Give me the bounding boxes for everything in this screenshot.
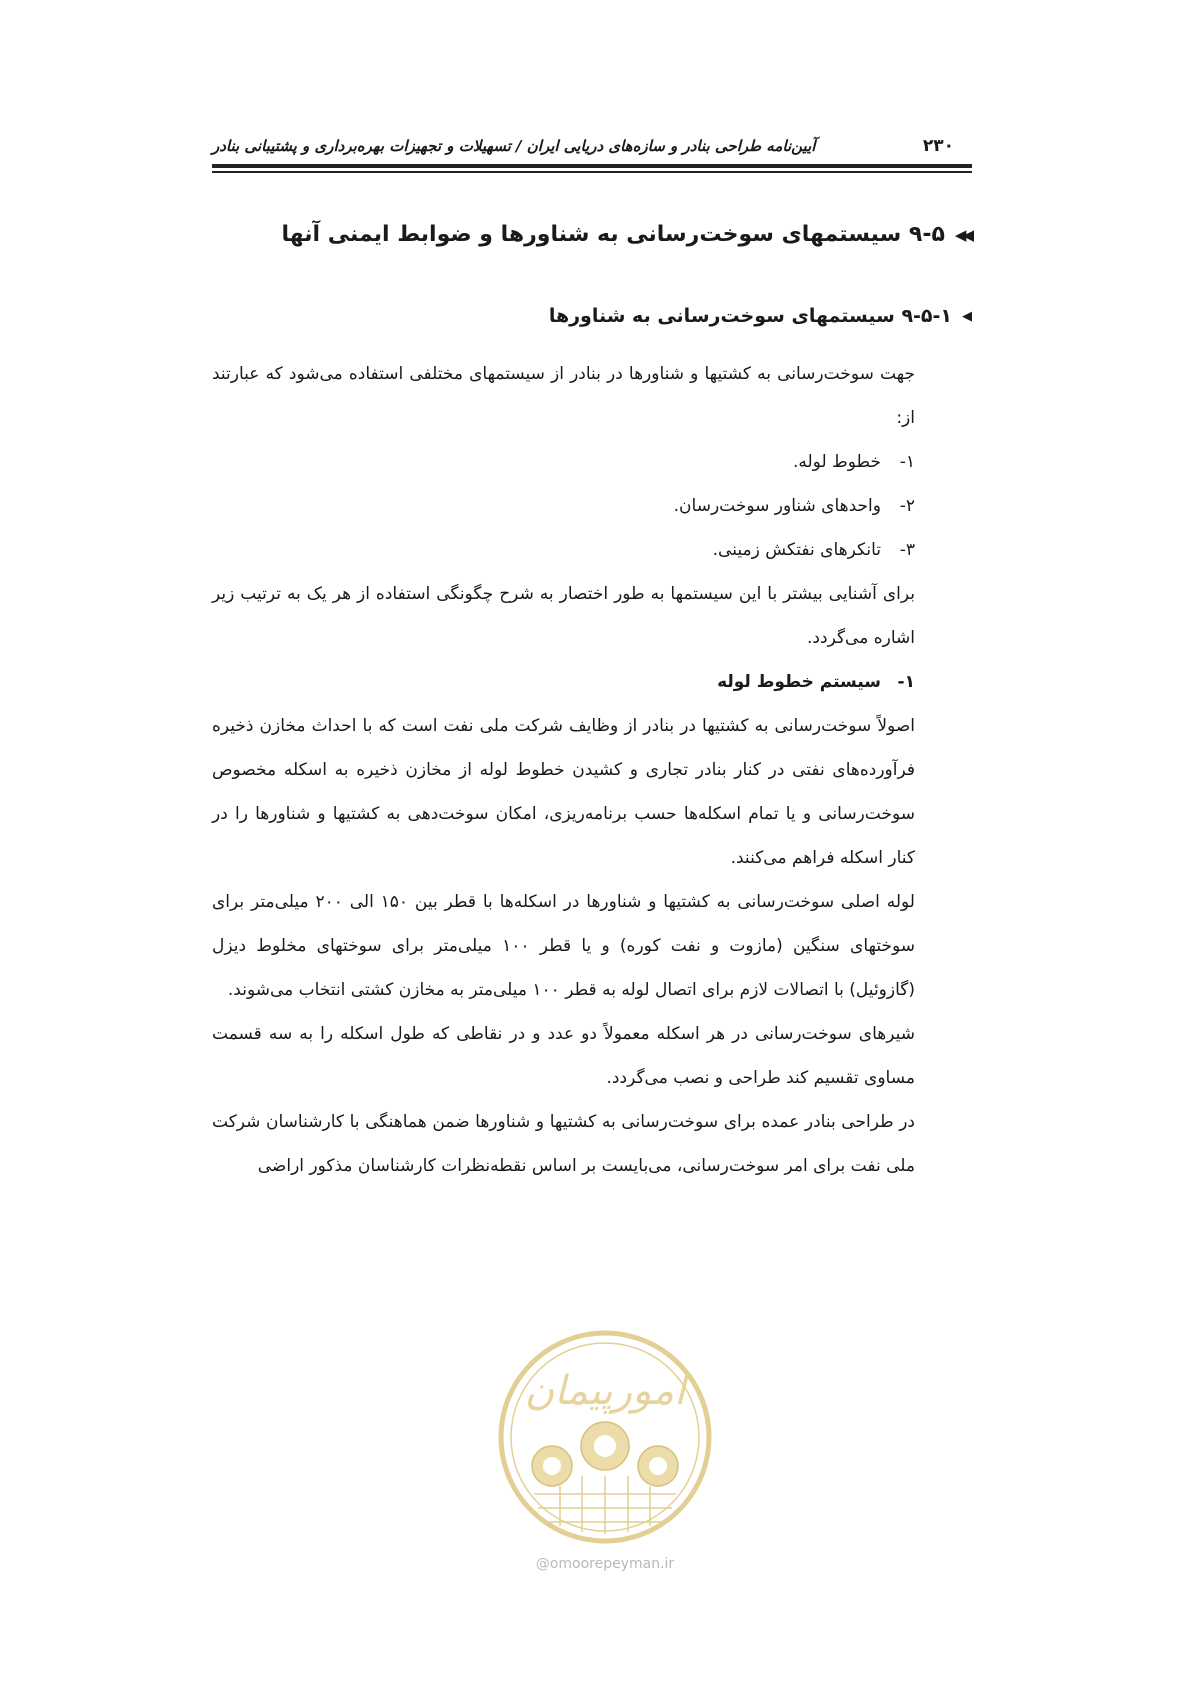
body-text xyxy=(212,352,915,1188)
subsection-heading-text: ۹-۵-۱ سیستمهای سوخت‌رسانی به شناورها xyxy=(548,305,952,327)
list-item-number: ۲- xyxy=(899,496,915,516)
pipeline-heading-number: ۱- xyxy=(897,672,915,692)
intro-paragraph: جهت سوخت‌رسانی به کشتیها و شناورها در بنادر از سیستمهای مختلفی استفاده می‌شود که عبارتند از: xyxy=(212,364,915,428)
watermark-logo xyxy=(494,1326,716,1548)
pipeline-heading xyxy=(212,660,915,704)
list-item-number: ۳- xyxy=(899,540,915,560)
watermark-url: @omoorepeyman.ir xyxy=(535,1556,675,1572)
section-heading-text: ۹-۵ سیستمهای سوخت‌رسانی به شناورها و ضوابط ایمنی آنها xyxy=(281,222,945,247)
list-item xyxy=(212,484,915,528)
paragraph-4: در طراحی بنادر عمده برای سوخت‌رسانی به کشتیها و شناورها ضمن هماهنگی با کارشناسان شرکت ملی نفت برای امر سوخت‌رسانی، می‌بایست بر اساس نقطه‌نظرات کارشناسان مذکور اراضی xyxy=(212,1112,915,1176)
header-rule-thin xyxy=(212,171,972,173)
subsection-heading xyxy=(549,305,968,327)
list-item-text: واحدهای شناور سوخت‌رسان. xyxy=(673,496,881,516)
list-item-text: خطوط لوله. xyxy=(792,452,881,472)
list-item-text: تانکرهای نفتکش زمینی. xyxy=(712,540,881,560)
list-item xyxy=(212,440,915,484)
lead-paragraph: برای آشنایی بیشتر با این سیستمها به طور اختصار به شرح چگونگی استفاده از هر یک به ترتیب زیر اشاره می‌گردد. xyxy=(212,584,915,648)
pipeline-heading-text: سیستم خطوط لوله xyxy=(717,672,881,692)
list-item xyxy=(212,528,915,572)
header-title: آیین‌نامه طراحی بنادر و سازه‌های دریایی ایران / تسهیلات و تجهیزات بهره‌برداری و پشتیبانی بنادر xyxy=(212,137,816,155)
arrow-icon: ◀ xyxy=(962,308,968,324)
watermark-logo-text: امورپیمان xyxy=(524,1368,686,1414)
paragraph-3: شیرهای سوخت‌رسانی در هر اسکله معمولاً دو عدد و در نقاطی که طول اسکله را به سه قسمت مساوی تقسیم کند طراحی و نصب می‌گردد. xyxy=(212,1024,915,1088)
paragraph-2: لوله اصلی سوخت‌رسانی به کشتیها و شناورها در اسکله‌ها با قطر بین ۱۵۰ الی ۲۰۰ میلی‌متر برای سوختهای سنگین (مازوت و نفت کوره) و یا قطر ۱۰۰ میلی‌متر برای سوختهای مخلوط دیزل (گازوئیل) با اتصالات لازم برای اتصال لوله به قطر ۱۰۰ میلی‌متر به مخازن کشتی انتخاب می‌شوند. xyxy=(212,892,915,1000)
double-arrow-icon: ◀◀ xyxy=(954,225,970,244)
paragraph-1: اصولاً سوخت‌رسانی به کشتیها در بنادر از وظایف شرکت ملی نفت است که با احداث مخازن ذخیره فرآورده‌های نفتی در کنار بنادر تجاری و کشیدن خطوط لوله از مخازن ذخیره به اسکله مخصوص سوخت‌رسانی و یا تمام اسکله‌ها حسب برنامه‌ریزی، امکان سوخت‌دهی به کشتیها و شناورها را در کنار اسکله فراهم می‌کنند. xyxy=(212,716,915,868)
list-item-number: ۱- xyxy=(899,452,915,472)
section-heading xyxy=(282,222,970,247)
page-number: ۲۳۰ xyxy=(922,136,954,156)
header-rule-thick xyxy=(212,164,972,168)
running-header xyxy=(212,132,954,160)
